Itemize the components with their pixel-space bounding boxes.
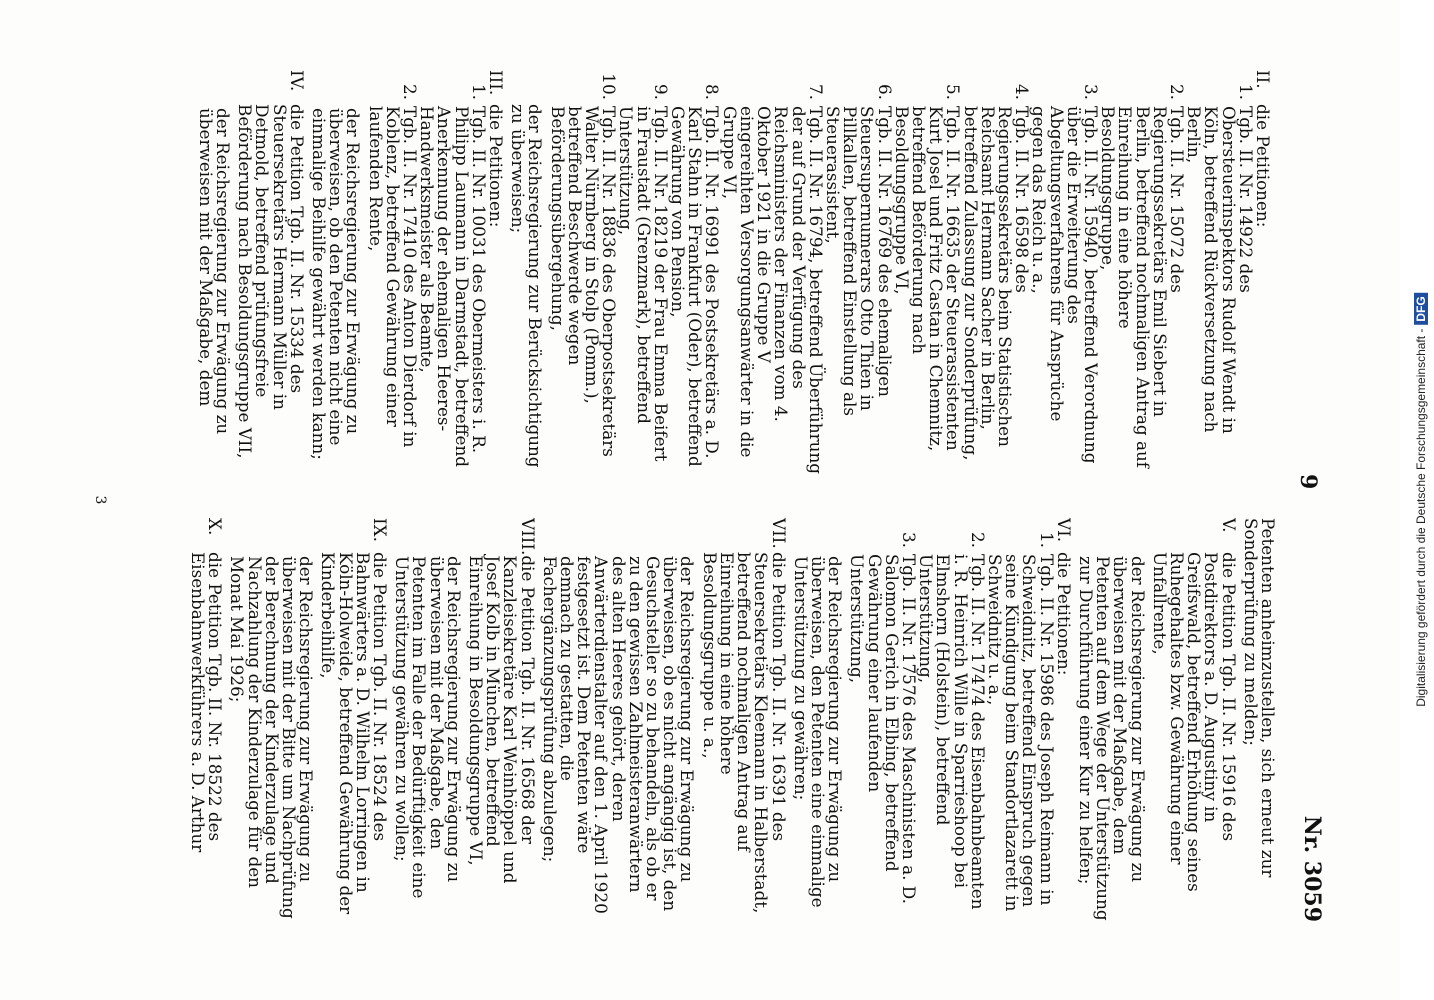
- instruction-text: [508, 70, 546, 475]
- item-text: Tgb. II. Nr. 16635 der Steuerassistenten Kurt Josel und Fritz Castan in Chemnitz, betreffend Beförderung nach Besoldungsgruppe VI,: [891, 106, 964, 452]
- right-page-number: Nr. 3059: [1299, 815, 1325, 922]
- section-number: II.: [1253, 70, 1273, 89]
- list-item: [1030, 70, 1099, 475]
- item-number: 3.: [1080, 83, 1101, 100]
- instruction-text: der Reichsregierung zur Erwägung zu überweisen mit der Maßgabe, dem Petenten auf dem Wege der Unterstützung zur Durchführung einer Kur zu helfen;: [1075, 556, 1148, 921]
- item-text: Tgb. II. Nr. 16794, betreffend Überführung der auf Grund der Verfügung des Reichsministers der Finanzen vom 4. Oktober 1921 in die Gruppe V eingereihten Versorgungsanwärter in die Gruppe VI,: [719, 106, 826, 475]
- item-number: 2.: [400, 83, 421, 100]
- section-vii: [701, 518, 787, 923]
- left-page-number: 9: [1295, 474, 1321, 490]
- continuation-text: Petenten anheimzustellen, sich erneut zur Sonderprüfung zu melden;: [1240, 518, 1278, 878]
- list-item: [1099, 70, 1185, 475]
- list-item: [1185, 70, 1254, 475]
- list-item: [986, 518, 1055, 923]
- instruction-part: zu überweisen;: [508, 104, 529, 234]
- right-column: [189, 518, 1276, 923]
- item-number: 6.: [874, 83, 895, 100]
- item-number: 3.: [898, 531, 919, 548]
- list-item: [617, 70, 669, 475]
- instruction-text: der Reichsregierung zur Erwägung zu überweisen, ob den Petenten nicht eine einmalige Beihilfe gewährt werden kann;: [309, 108, 364, 460]
- section-iv: [236, 70, 305, 475]
- section-text: die Petition Tgb. II. Nr. 16391 des Steuersekretärs Kleemann in Halberstadt, betreffend nochmaligen Antrag auf Einreihung in eine höhere Besoldungsgruppe u. a.,: [699, 552, 789, 914]
- section-number: X.: [205, 518, 226, 536]
- section-x: [188, 518, 226, 923]
- item-text: Tgb. II. Nr. 17474 des Eisenbahnbeamten i. R. Heinrich Wille in Sparrieshoop bei Elmshorn (Holstein), betreffend Unterstützung,: [916, 554, 988, 910]
- dfg-notice-line: [1414, 293, 1428, 707]
- item-number: 1.: [1036, 531, 1057, 548]
- bottom-mark: 3: [92, 495, 108, 505]
- item-text: Tgb. II. Nr. 15072 des Regierungssekretärs Emil Siebert in Berlin, betreffend nochmaligen Antrag auf Einreihung in eine höhere Besoldungsgruppe,: [1098, 106, 1187, 468]
- dfg-margin-notice: [1408, 0, 1434, 1000]
- list-item: [917, 518, 986, 923]
- item-text: Tgb. II. Nr. 16598 des Regierungssekretärs beim Statistischen Reichsamt Hermann Sacher in Berlin, betreffend Zulassung zur Sonderprüfung,: [960, 106, 1033, 461]
- section-vi: [1055, 518, 1072, 923]
- list-item: [824, 70, 893, 475]
- instruction-text: der Reichsregierung zur Erwägung zu überweisen, ob es nicht angängig ist, den Gesuchsteller so zu behandeln, als ob er zu den gewissen Zahlmeisteranwärtern des alten Heeres gehört, deren Anwärterdienstalter auf den 1. April 1920 festgesetzt ist. Dem Petenten wäre demnach zu gestatten, die Fachergänzungsprüfung abzulegen;: [539, 556, 698, 914]
- item-number: 10.: [599, 73, 620, 100]
- section-heading: die Petitionen:: [1253, 104, 1273, 228]
- section-text: die Petition Tgb. II. Nr. 18522 des Eisenbahnwerkführers a. D. Arthur: [188, 552, 226, 853]
- section-text: die Petition Tgb. II. Nr. 15916 des Postdirektors a. D. Augustiny in Greifswald, betreffend Erhöhung seines Ruhegehaltes bzw. Gewährung einer Unfallrente,: [1149, 552, 1239, 892]
- item-number: 9.: [650, 83, 671, 100]
- section-heading: die Petitionen:: [486, 104, 507, 228]
- list-item: [365, 70, 421, 475]
- list-item: [848, 518, 917, 923]
- section-viii: [467, 518, 536, 923]
- section-text: die Petition Tgb. II. Nr. 18524 des Bahnwärters a. D. Wilhelm Lorringen in Köln-Holweide, betreffend Gewährung der Kinderbeihilfe,: [318, 552, 391, 915]
- list-item: [893, 70, 962, 475]
- item-number: 7.: [805, 83, 826, 100]
- section-number: III.: [486, 70, 507, 96]
- item-number: 8.: [702, 83, 723, 100]
- section-ii: [1254, 70, 1271, 475]
- item-text: Tgb. II. Nr. 16991 des Postsekretärs a. D. Karl Stahn in Frankfurt (Oder), betreffend Gewährung von Pension,: [668, 106, 723, 467]
- section-heading: die Petitionen:: [1053, 552, 1074, 676]
- item-text: Tgb. II. Nr. 17410 des Anton Dierdorf in Koblenz, betreffend Gewährung einer laufenden Rente,: [365, 106, 421, 448]
- instruction-text: der Reichsregierung zur Erwägung zu überweisen mit der Bitte um Nachprüfung der Berechnung der Kinderzulage und Nachzahlung der Kinderzulage für den Monat Mai 1926;: [227, 556, 317, 919]
- section-ix: [318, 518, 391, 923]
- item-text: Tgb. II. Nr. 17576 des Maschinisten a. D. Salomon Gerich in Elbing, betreffend Gewährung einer laufenden Unterstützung,: [847, 554, 919, 904]
- section-number: IX.: [370, 518, 391, 542]
- item-text: Tgb. II. Nr. 15940, betreffend Verordnung über die Erweiterung des Abgeltungsverfahrens für Ansprüche gegen das Reich u. a.,: [1029, 106, 1101, 464]
- section-number: VI.: [1053, 518, 1074, 543]
- section-number: VII.: [768, 518, 789, 549]
- instruction-part: der Reichsregierung zur Berücksichtigung: [525, 104, 546, 468]
- item-number: 4.: [1012, 83, 1033, 100]
- dfg-notice-text: Digitalisierung gefördert durch die Deutsche Forschungsgemeinschaft -: [1414, 328, 1428, 707]
- list-item: [418, 70, 487, 475]
- item-text: Tgb. II. Nr. 18219 der Frau Emma Beifert in Fraustadt (Grenzmark), betreffend Unterstützung,: [616, 106, 671, 462]
- item-text: Tgb. II. Nr. 10031 des Obermeisters i. R. Philipp Laumann in Darmstadt, betreffend Anerkennung der ehemaligen Heeres-Handwerksmeister als Beamte,: [417, 106, 489, 468]
- item-text: Tgb. II. Nr. 18836 des Oberpostsekretärs Walter Nürnberg in Stolp (Pomm.), betreffend Beschwerde wegen Beförderungsübergehung,: [547, 106, 620, 457]
- item-text: Tgb. II. Nr. 15986 des Joseph Reimann in Schweidnitz, betreffend Einspruch gegen seine Kündigung beim Standortlazarett in Schweidnitz u. a.,: [984, 554, 1057, 912]
- left-column: [195, 70, 1276, 475]
- item-number: 2.: [967, 531, 988, 548]
- dfg-logo: DFG: [1414, 293, 1428, 324]
- section-v: [1151, 518, 1237, 923]
- item-number: 1.: [468, 83, 489, 100]
- list-item: [960, 70, 1033, 475]
- section-number: V.: [1218, 518, 1239, 533]
- section-text: die Petition Tgb. II. Nr. 16568 der Kanzleisekretäre Karl Weinhöppel und Josef Kolb in München, betreffend Einreihung in Besoldungsgruppe VI,: [466, 555, 538, 884]
- list-item: [669, 70, 721, 475]
- item-text: Tgb. II. Nr. 14922 des Obersteuerinspektors Rudolf Wendt in Köln, betreffend Rückversetzung nach Berlin,: [1184, 106, 1256, 434]
- item-number: 1.: [1235, 83, 1256, 100]
- rotated-page-content: [70, 70, 1330, 930]
- section-number: VIII.: [517, 518, 538, 556]
- item-number: 2.: [1166, 83, 1187, 100]
- list-item: [721, 70, 824, 475]
- item-text: Tgb. II. Nr. 16769 des ehemaligen Steuersupernumerars Otto Thien in Pillkallen, betreffend Einstellung als Steuerassistent,: [822, 106, 895, 416]
- list-item: [547, 70, 620, 475]
- section-text: die Petition Tgb. II. Nr. 15334 des Steuersekretärs Hermann Müller in Detmold, betreffend prüfungsfreie Beförderung nach Besoldungsgruppe VII,: [235, 104, 307, 459]
- item-number: 5.: [943, 83, 964, 100]
- instruction-text: der Reichsregierung zur Erwägung zu überweisen, den Petenten eine einmalige Unterstützung zu gewähren;: [790, 556, 846, 908]
- section-iii: [486, 70, 507, 475]
- instruction-text: der Reichsregierung zur Erwägung zu überweisen mit der Maßgabe, den Petenten im Falle der Bedürftigkeit eine Unterstützung gewähren zu wollen;: [392, 556, 464, 899]
- instruction-text: der Reichsregierung zur Erwägung zu überweisen mit der Maßgabe, dem: [195, 108, 234, 435]
- section-number: IV.: [286, 70, 307, 92]
